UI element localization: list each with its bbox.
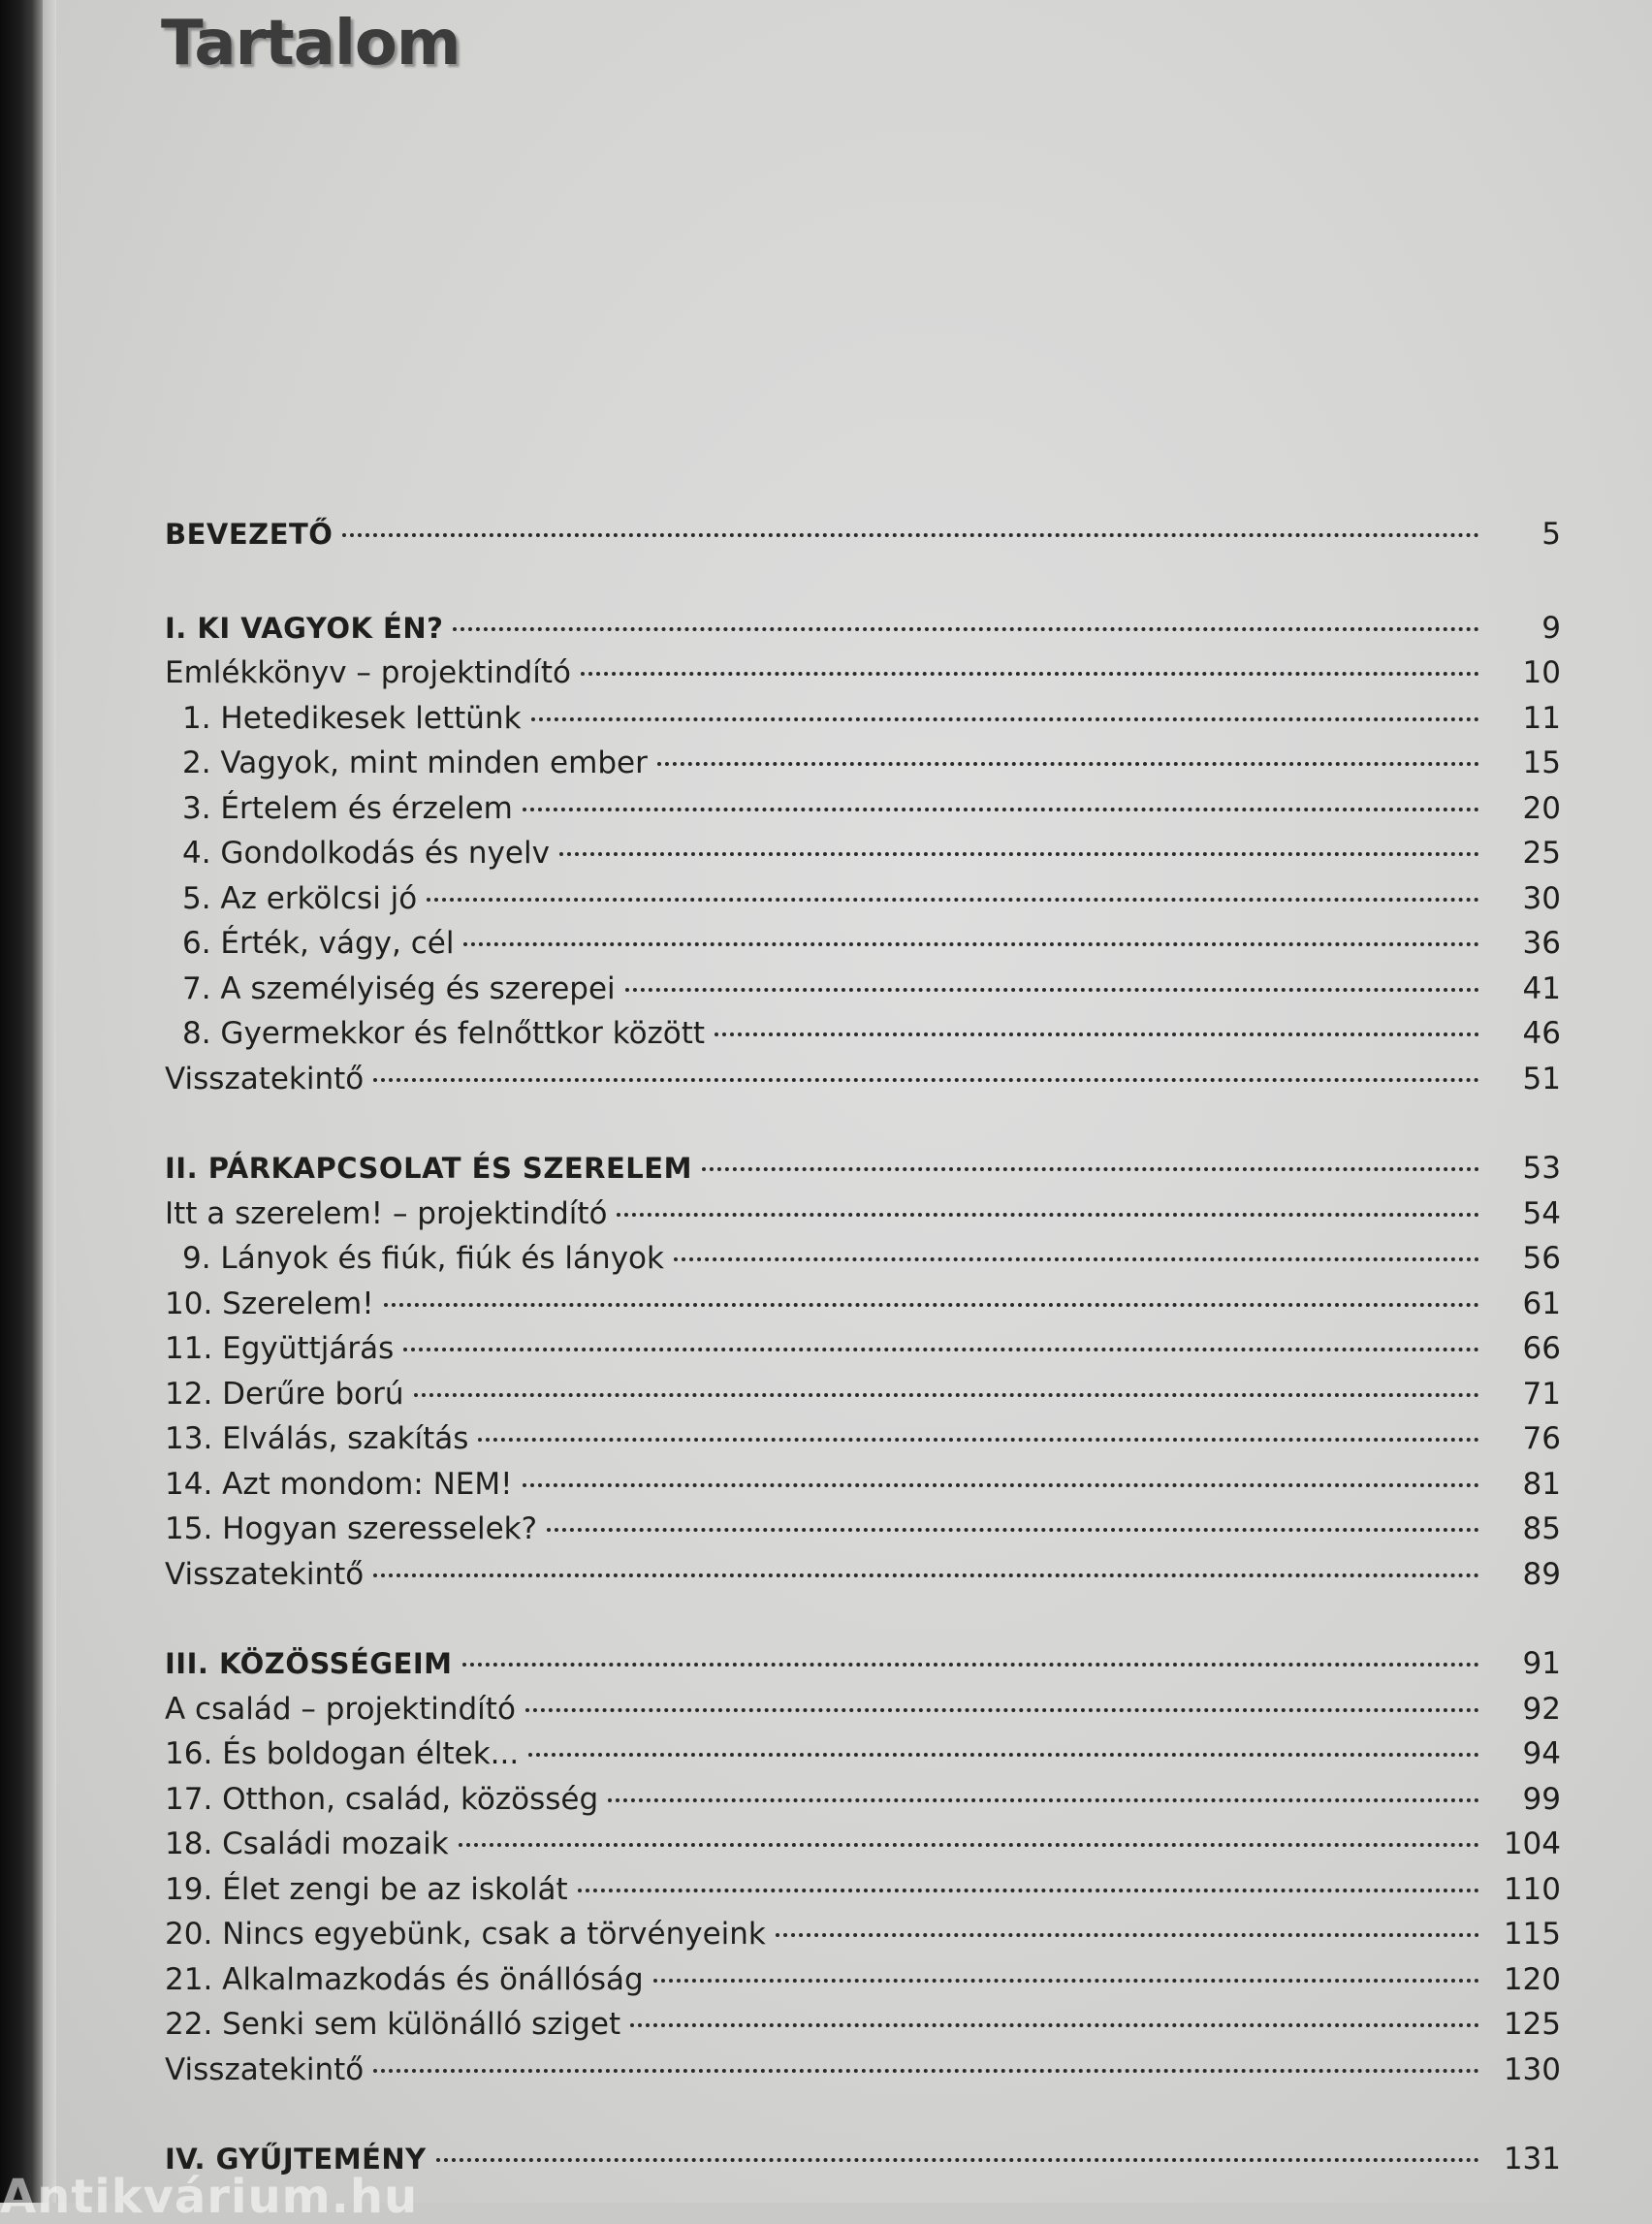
toc-entry-page-number: 92 <box>1522 1691 1561 1727</box>
dot-leader <box>559 852 1479 856</box>
dot-leader <box>373 1573 1479 1577</box>
dot-leader <box>528 1753 1479 1757</box>
toc-entry-page-number: 91 <box>1522 1646 1561 1681</box>
toc-entry-page-number: 11 <box>1522 700 1561 736</box>
toc-entry-page-number: 71 <box>1522 1376 1561 1412</box>
dot-leader <box>414 1393 1479 1397</box>
page-edge <box>43 0 56 2203</box>
toc-entry <box>165 1236 1561 1282</box>
toc-entry <box>165 831 1561 876</box>
toc-section-heading <box>165 606 1561 651</box>
toc-entry-page-number: 15 <box>1522 746 1561 780</box>
toc-entry <box>165 1507 1561 1552</box>
toc-entry-page-number: 76 <box>1522 1421 1561 1456</box>
toc-entry-label: I. KI VAGYOK ÉN? <box>165 611 444 645</box>
dot-leader <box>453 627 1479 631</box>
toc-entry-page-number: 120 <box>1503 1961 1561 1997</box>
toc-entry <box>165 1191 1561 1237</box>
toc-entry <box>165 1732 1561 1777</box>
toc-entry <box>165 1957 1561 2003</box>
toc-entry-label: BEVEZETŐ <box>165 518 334 551</box>
toc-entry <box>165 651 1561 696</box>
dot-leader <box>523 1483 1479 1487</box>
toc-entry-page-number: 5 <box>1541 517 1561 552</box>
toc-entry-page-number: 104 <box>1503 1827 1561 1861</box>
toc-entry-label: Visszatekintő <box>165 1556 365 1592</box>
toc-entry-page-number: 10 <box>1522 655 1561 690</box>
toc-entry-label: 6. Érték, vágy, cél <box>182 926 455 961</box>
toc-entry-page-number: 51 <box>1522 1061 1561 1096</box>
toc-entry-label: 22. Senki sem különálló sziget <box>165 2007 621 2042</box>
toc-entry-label: 3. Értelem és érzelem <box>182 790 513 826</box>
dot-leader <box>427 898 1479 902</box>
toc-entry-page-number: 94 <box>1522 1736 1561 1771</box>
toc-entry <box>165 1416 1561 1462</box>
toc-entry <box>165 967 1561 1012</box>
dot-leader <box>463 942 1479 946</box>
toc-entry-page-number: 9 <box>1541 610 1561 646</box>
toc-entry-page-number: 110 <box>1503 1871 1561 1907</box>
toc-entry-page-number: 125 <box>1503 2007 1561 2042</box>
toc-entry-label: II. PÁRKAPCSOLAT ÉS SZERELEM <box>165 1152 692 1185</box>
toc-entry-label: 15. Hogyan szeresselek? <box>165 1511 538 1546</box>
dot-leader <box>702 1167 1479 1171</box>
toc-entry-page-number: 20 <box>1522 790 1561 826</box>
dot-leader <box>715 1033 1479 1036</box>
toc-section-heading <box>165 1146 1561 1191</box>
toc-entry-label: 9. Lányok és fiúk, fiúk és lányok <box>182 1241 664 1276</box>
toc-entry-label: 5. Az erkölcsi jó <box>182 880 418 916</box>
toc-section-heading <box>165 512 1561 557</box>
toc-entry-page-number: 41 <box>1522 970 1561 1006</box>
toc-entry <box>165 2048 1561 2093</box>
dot-leader <box>657 762 1479 766</box>
toc-entry-label: A család – projektindító <box>165 1691 516 1727</box>
toc-entry-label: 19. Élet zengi be az iskolát <box>165 1871 568 1907</box>
toc-entry-label: 11. Együttjárás <box>165 1331 395 1366</box>
dot-leader <box>462 1663 1479 1667</box>
toc-entry-label: 1. Hetedikesek lettünk <box>182 700 522 736</box>
dot-leader <box>578 1889 1479 1892</box>
dot-leader <box>531 717 1479 721</box>
toc-entry-label: 12. Derűre ború <box>165 1376 404 1412</box>
toc-entry-page-number: 46 <box>1522 1016 1561 1051</box>
dot-leader <box>384 1303 1479 1307</box>
toc-entry-page-number: 85 <box>1522 1511 1561 1546</box>
toc-entry-label: 13. Elválás, szakítás <box>165 1421 469 1456</box>
toc-entry-label: Visszatekintő <box>165 2051 365 2087</box>
toc-entry-page-number: 54 <box>1522 1195 1561 1231</box>
toc-entry-page-number: 115 <box>1503 1917 1561 1952</box>
toc-entry <box>165 696 1561 742</box>
toc-entry-page-number: 81 <box>1522 1466 1561 1502</box>
toc-entry <box>165 1867 1561 1913</box>
toc-entry-label: 10. Szerelem! <box>165 1286 374 1321</box>
toc-entry-page-number: 30 <box>1522 880 1561 916</box>
page-title: Tartalom <box>161 8 461 79</box>
toc-entry-label: 21. Alkalmazkodás és önállóság <box>165 1961 644 1997</box>
dot-leader <box>523 808 1479 811</box>
toc-section-heading <box>165 1641 1561 1687</box>
book-page <box>56 0 1652 2203</box>
toc-entry-label: 16. És boldogan éltek... <box>165 1736 520 1771</box>
dot-leader <box>653 1979 1479 1983</box>
dot-leader <box>403 1348 1479 1351</box>
toc-entry-label: Emlékkönyv – projektindító <box>165 655 571 690</box>
toc-entry-label: 2. Vagyok, mint minden ember <box>182 746 648 780</box>
toc-entry <box>165 1777 1561 1823</box>
toc-entry <box>165 1011 1561 1057</box>
toc-entry <box>165 876 1561 922</box>
toc-entry <box>165 1462 1561 1508</box>
dot-leader <box>373 1078 1479 1082</box>
toc-entry <box>165 2002 1561 2048</box>
toc-entry-label: 18. Családi mozaik <box>165 1827 449 1861</box>
dot-leader <box>547 1528 1479 1532</box>
dot-leader <box>478 1438 1479 1442</box>
toc-entry-label: Itt a szerelem! – projektindító <box>165 1195 608 1231</box>
toc-entry <box>165 1687 1561 1732</box>
toc-entry-page-number: 25 <box>1522 836 1561 871</box>
toc-entry-label: Visszatekintő <box>165 1061 365 1096</box>
toc-entry <box>165 1822 1561 1867</box>
toc-entry <box>165 1057 1561 1102</box>
dot-leader <box>608 1798 1479 1802</box>
dot-leader <box>674 1257 1479 1261</box>
toc-entry-label: 4. Gondolkodás és nyelv <box>182 836 550 871</box>
toc-entry <box>165 741 1561 786</box>
toc-entry <box>165 1282 1561 1327</box>
toc-entry-page-number: 53 <box>1522 1151 1561 1186</box>
toc-entry-page-number: 130 <box>1503 2051 1561 2087</box>
toc-entry-label: 7. A személyiség és szerepei <box>182 970 616 1006</box>
dot-leader <box>436 2158 1479 2162</box>
dot-leader <box>630 2023 1479 2027</box>
dot-leader <box>581 672 1479 676</box>
toc-entry <box>165 1912 1561 1957</box>
watermark-text: Antikvárium.hu <box>0 2170 419 2224</box>
dot-leader <box>342 533 1479 537</box>
dot-leader <box>525 1708 1479 1712</box>
toc-entry <box>165 1552 1561 1598</box>
toc-entry-page-number: 36 <box>1522 926 1561 961</box>
dot-leader <box>373 2069 1479 2073</box>
toc-entry-label: 17. Otthon, család, közösség <box>165 1781 599 1817</box>
toc-entry-label: 8. Gyermekkor és felnőttkor között <box>182 1016 706 1051</box>
dot-leader <box>776 1933 1479 1937</box>
toc-entry-label: III. KÖZÖSSÉGEIM <box>165 1647 453 1680</box>
dot-leader <box>617 1213 1479 1217</box>
toc-entry-page-number: 56 <box>1522 1241 1561 1276</box>
toc-entry-page-number: 66 <box>1522 1331 1561 1366</box>
toc-entry-page-number: 99 <box>1522 1781 1561 1817</box>
toc-entry-label: 14. Azt mondom: NEM! <box>165 1466 513 1502</box>
toc-entry-page-number: 61 <box>1522 1286 1561 1321</box>
toc-entry <box>165 786 1561 832</box>
toc-entry <box>165 921 1561 967</box>
dot-leader <box>625 988 1479 992</box>
toc-entry-page-number: 89 <box>1522 1556 1561 1592</box>
toc-entry-page-number: 131 <box>1503 2142 1561 2176</box>
toc-entry-label: 20. Nincs egyebünk, csak a törvényeink <box>165 1917 766 1952</box>
dot-leader <box>459 1843 1479 1847</box>
toc-entry <box>165 1326 1561 1372</box>
toc-entry <box>165 1372 1561 1417</box>
book-spine-shadow <box>0 0 43 2203</box>
toc-entry-label: IV. GYŰJTEMÉNY <box>165 2143 427 2176</box>
table-of-contents <box>165 512 1561 2182</box>
